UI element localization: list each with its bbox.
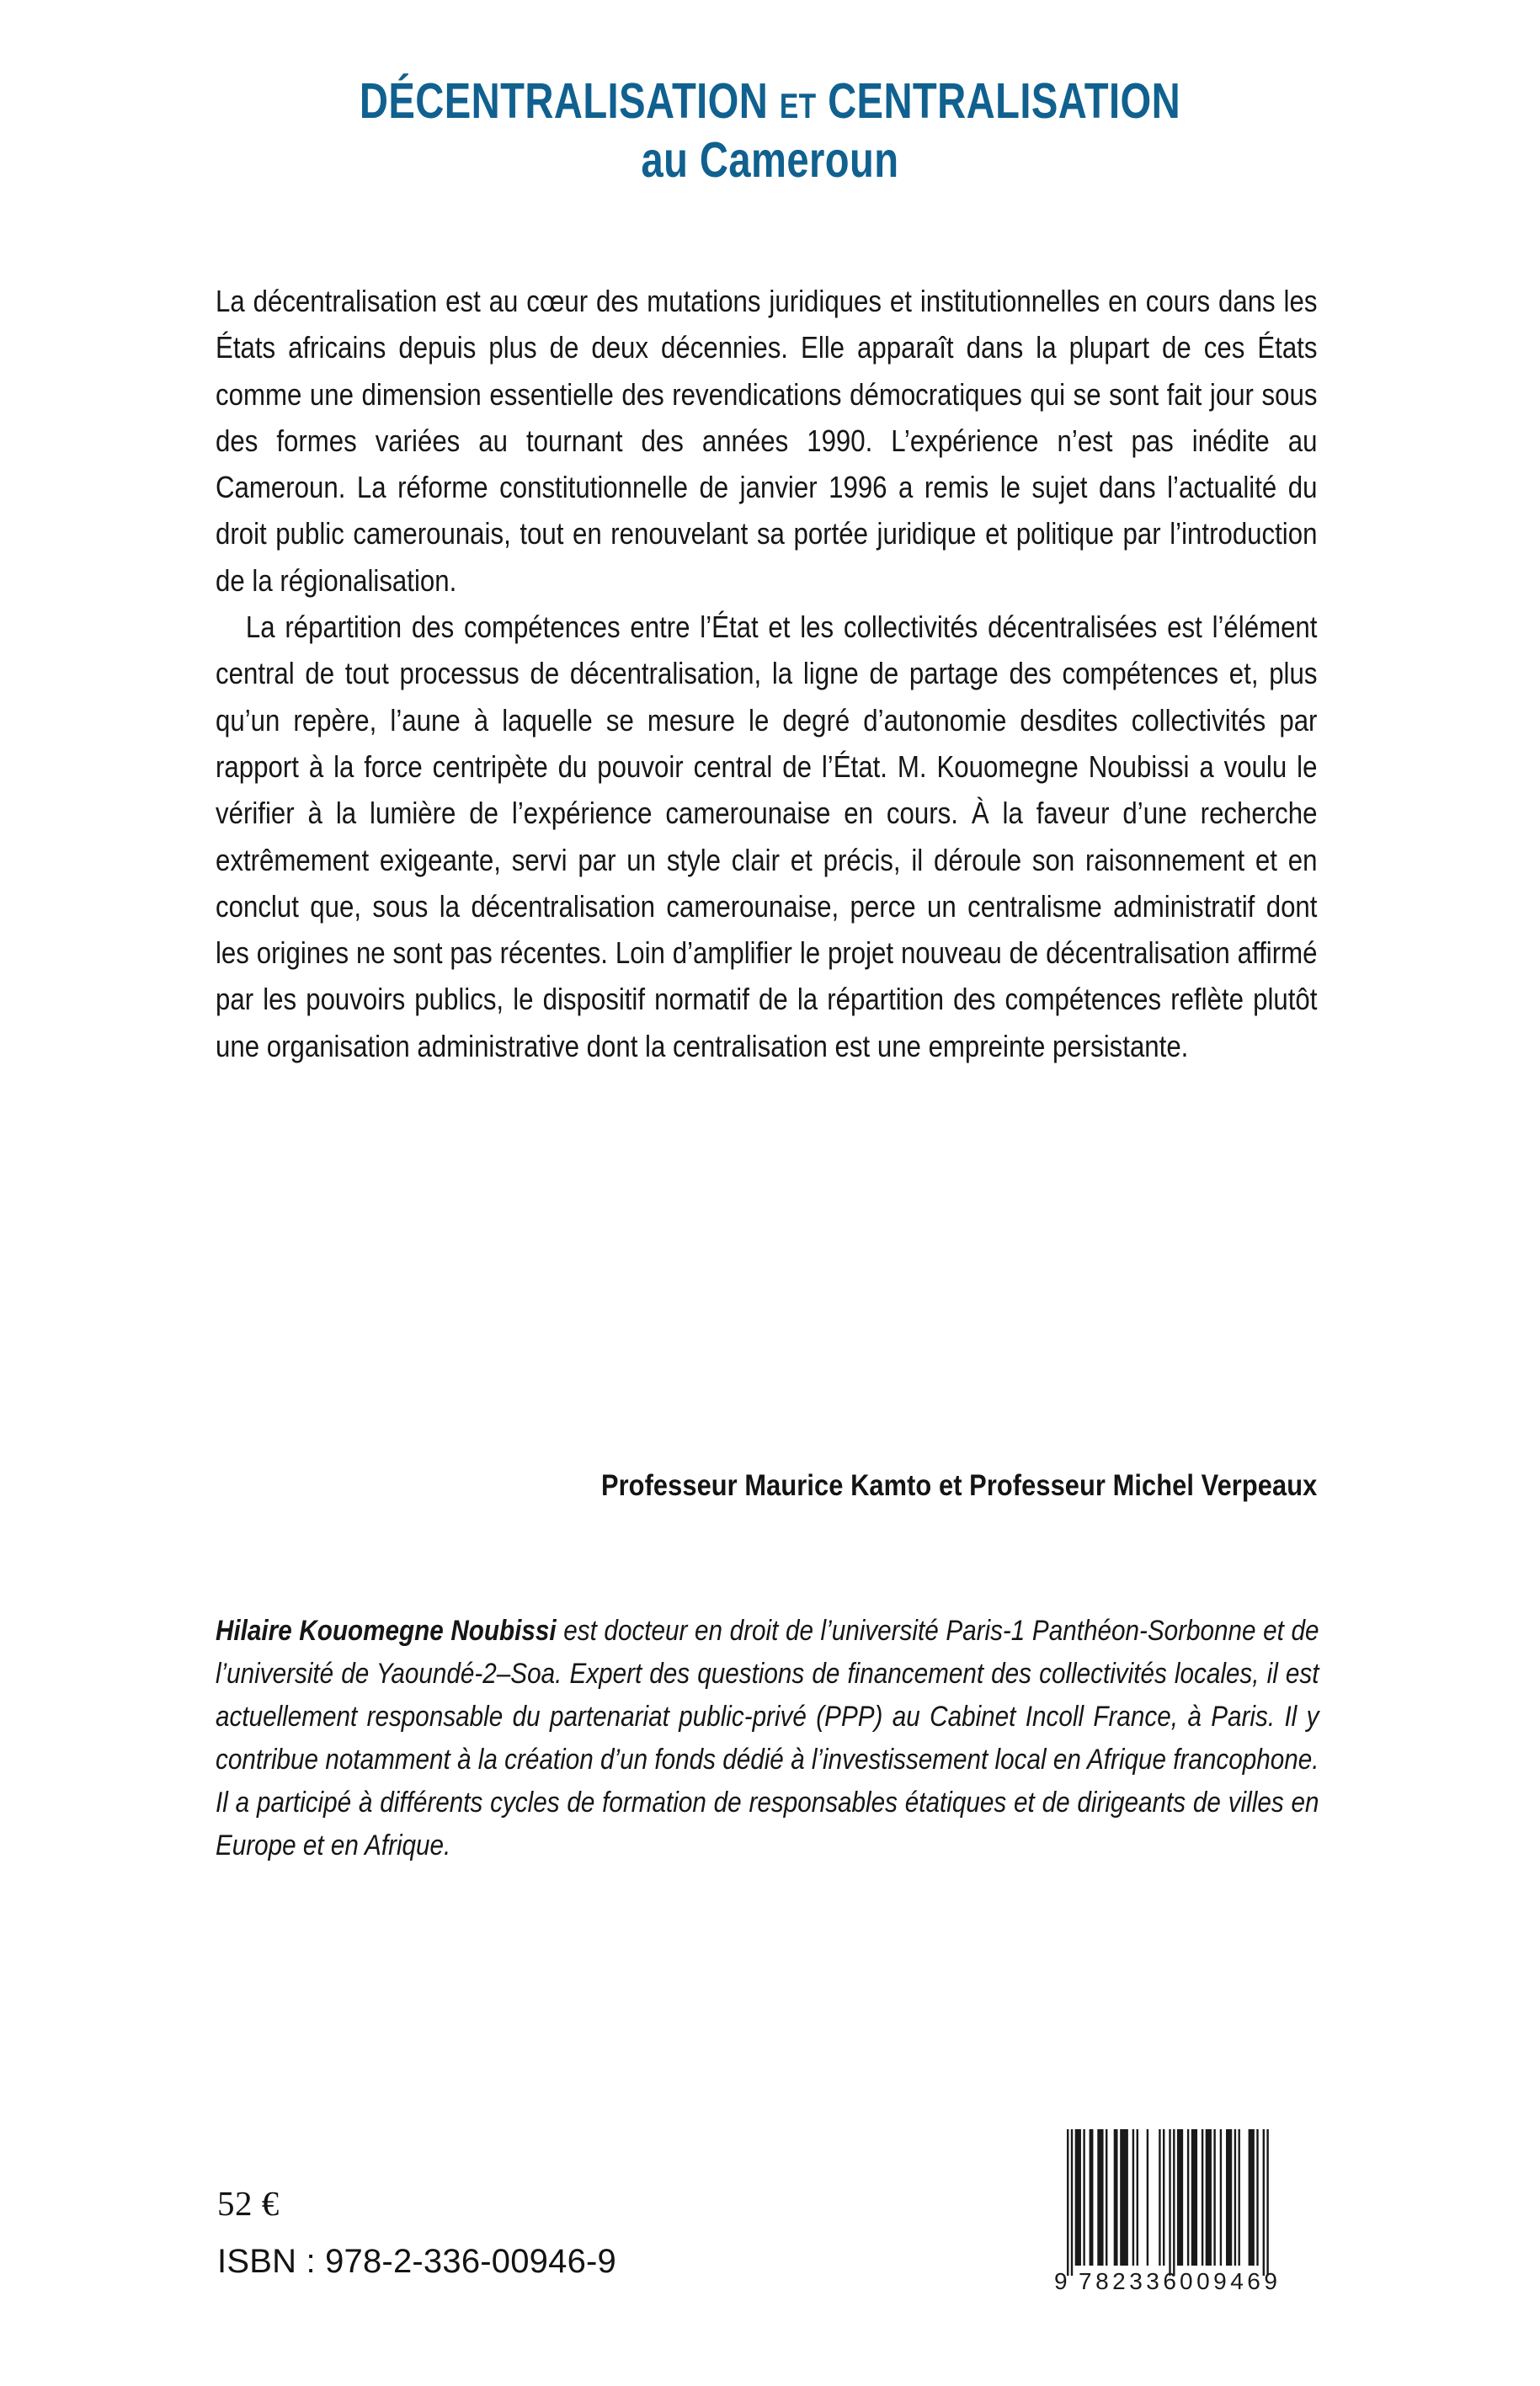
title-connector: ET	[779, 86, 817, 125]
author-bio-paragraph	[216, 1610, 1319, 1867]
title-part-2: CENTRALISATION	[828, 73, 1181, 129]
author-bio-text: est docteur en droit de l’université Paris-1 Panthéon-Sorbonne et de l’université de Yaoundé-2–Soa. Expert des questions de financement des collectivités locales, il est actuellement responsable du partenariat public-privé (PPP) au Cabinet Incoll France, à Paris. Il y contribue notamment à la création d’un fonds dédié à l’investissement local en Afrique francophone. Il a participé à différents cycles de formation de responsables étatiques et de dirigeants de villes en Europe et en Afrique.	[216, 1615, 1319, 1861]
blurb-paragraph-1: La décentralisation est au cœur des mutations juridiques et institutionnelles en cours dans les États africains depuis plus de deux décennies. Elle apparaît dans la plupart de ces États comme une dimension essentielle des revendications démocratiques qui se sont fait jour sous des formes variées au tournant des années 1990. L’expérience n’est pas inédite au Cameroun. La réforme constitutionnelle de janvier 1996 a remis le sujet dans l’actualité du droit public camerounais, tout en renouvelant sa portée juridique et politique par l’introduction de la régionalisation.	[216, 284, 1318, 598]
author-name: Hilaire Kouomegne Noubissi	[216, 1615, 557, 1647]
blurb-paragraph-2: La répartition des compétences entre l’État et les collectivités décentralisées est l’élément central de tout processus de décentralisation, la ligne de partage des compétences et, plus qu’un repère, l’aune à laquelle se mesure le degré d’autonomie desdites collectivités par rapport à la force centripète du pouvoir central de l’État. M. Kouomegne Noubissi a voulu le vérifier à la lumière de l’expérience camerounaise en cours. À la faveur d’une recherche extrêmement exigeante, servi par un style clair et précis, il déroule son raisonnement et en conclut que, sous la décentralisation camerounaise, perce un centralisme administratif dont les origines ne sont pas récentes. Loin d’amplifier le projet nouveau de décentralisation affirmé par les pouvoirs publics, le dispositif normatif de la répartition des compétences reflète plutôt une organisation administrative dont la centralisation est une empreinte persistante.	[216, 610, 1318, 1063]
title-line-1	[154, 72, 1386, 131]
title-part-1: DÉCENTRALISATION	[359, 73, 769, 129]
blurb-attribution	[216, 1469, 1317, 1503]
barcode-digit-group-2: 009469	[1180, 2268, 1282, 2294]
barcode-digit-lead: 9	[1054, 2268, 1068, 2294]
attribution-text: Professeur Maurice Kamto et Professeur Michel Verpeaux	[600, 1469, 1317, 1502]
barcode-svg	[1047, 2122, 1309, 2299]
price-label: 52 €	[217, 2184, 280, 2223]
blurb-text	[216, 278, 1317, 1069]
cover-title	[0, 72, 1540, 189]
ean13-barcode	[1047, 2122, 1309, 2299]
isbn-label: ISBN : 978-2-336-00946-9	[217, 2243, 616, 2280]
author-bio	[216, 1610, 1317, 1867]
title-line-2: au Cameroun	[641, 131, 899, 188]
barcode-digits	[1054, 2268, 1281, 2294]
barcode-digit-group-1: 782336	[1079, 2268, 1180, 2294]
